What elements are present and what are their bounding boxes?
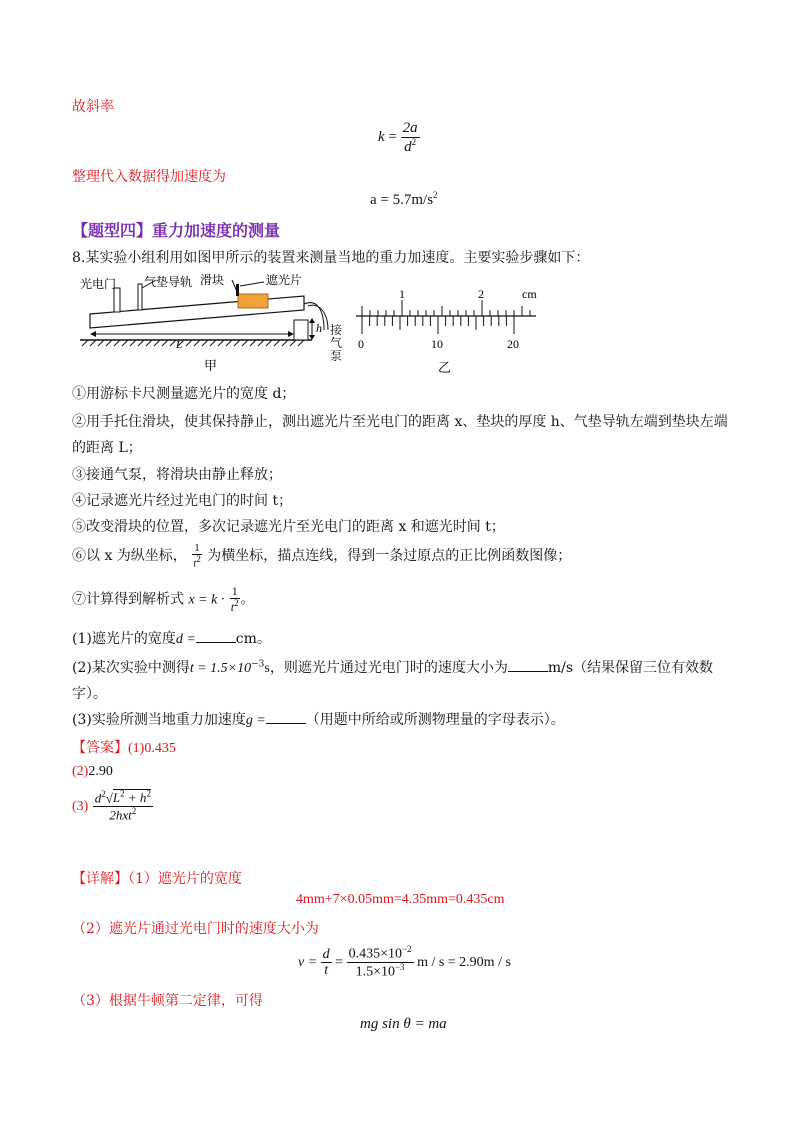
- apparatus-diagram: [72, 268, 352, 376]
- slider-block: [238, 294, 268, 308]
- step-5: ⑤改变滑块的位置，多次记录遮光片至光电门的距离 x 和遮光时间 t；: [72, 519, 505, 535]
- scale-label: 1: [399, 287, 405, 301]
- step-1: ①用游标卡尺测量遮光片的宽度 d；: [72, 386, 296, 402]
- scale-unit: cm: [522, 287, 537, 301]
- velocity-formula: v = $\frac{d}{t}$ = $\frac{0.435\times 10^{-2}}{1.5\times 10^{-3}}$ m / s = 2.90m / s: [298, 944, 511, 980]
- label-yi: 乙: [438, 361, 452, 376]
- label-L: L: [176, 339, 183, 351]
- photogate: [114, 288, 120, 312]
- detail-1: 【详解】（1）遮光片的宽度: [72, 871, 242, 887]
- answer-2: (2)2.90: [72, 764, 113, 779]
- detail-2: （2）遮光片通过光电门时的速度大小为: [72, 921, 319, 937]
- label-photogate: 光电门: [80, 277, 117, 291]
- vernier-diagram: [352, 282, 552, 376]
- section-heading: 【题型四】重力加速度的测量: [72, 221, 281, 240]
- sub-question-3: (3)实验所测当地重力加速度g = （用题中所给或所测物理量的字母表示）。: [72, 712, 565, 728]
- formula-k: k = $\frac{2a}{d^2}$: [378, 120, 418, 155]
- text-line: 整理代入数据得加速度为: [72, 169, 226, 185]
- label-h: h: [316, 321, 322, 335]
- newton-formula: mg sin θ = ma: [360, 1016, 447, 1032]
- detail-3: （3）根据牛顿第二定律，可得: [72, 993, 263, 1009]
- label-jia: 甲: [204, 359, 218, 374]
- step-2: ②用手托住滑块，使其保持静止，测出遮光片至光电门的距离 x、垫块的厚度 h、气垫导轨左端到垫块左端: [72, 414, 728, 430]
- step-2-cont: 的距离 L；: [72, 440, 142, 456]
- formula-a: $a = 5.7m/s^2$: [370, 190, 438, 208]
- vernier-label: 0: [358, 337, 364, 351]
- shim-block: [294, 320, 308, 340]
- sub-question-2: (2)某次实验中测得$t = 1.5\times 10^{-3}s$，则遮光片通过光电门时的速度大小为 m/s（结果保留三位有效数: [72, 659, 714, 676]
- step-3: ③接通气泵，将滑块由静止释放；: [72, 467, 282, 483]
- scale-label: 2: [478, 287, 484, 301]
- label-track: 气垫导轨: [144, 275, 193, 289]
- vernier-label: 20: [507, 337, 519, 351]
- label-slider: 滑块: [200, 273, 225, 287]
- detail-1-eq: 4mm+7×0.05mm=4.35mm=0.435cm: [296, 892, 505, 907]
- step-4: ④记录遮光片经过光电门的时间 t；: [72, 493, 293, 509]
- label-shade: 遮光片: [266, 273, 303, 287]
- step-6: ⑥以 x 为纵坐标， $\frac{1}{t^2}$ 为横坐标，描点连线，得到一条过原点的正比例函数图像；: [72, 542, 572, 570]
- text-line: 故斜率: [72, 99, 114, 115]
- air-track: [90, 296, 304, 328]
- vernier-label: 10: [431, 337, 443, 351]
- answer-1: 【答案】(1)0.435: [72, 740, 176, 756]
- label-pump: 接气泵: [330, 323, 343, 363]
- sub-question-2-cont: 字）。: [72, 686, 107, 702]
- step-7: ⑦计算得到解析式 x = k · $\frac{1}{t^2}$ 。: [72, 584, 255, 615]
- answer-3: (3) $\frac{d^2√L^2 + h^2}{2hxt^2}$: [72, 789, 151, 822]
- sub-question-1: (1)遮光片的宽度d = cm。: [72, 631, 271, 647]
- question-intro: 8.某实验小组利用如图甲所示的装置来测量当地的重力加速度。主要实验步骤如下：: [72, 250, 590, 266]
